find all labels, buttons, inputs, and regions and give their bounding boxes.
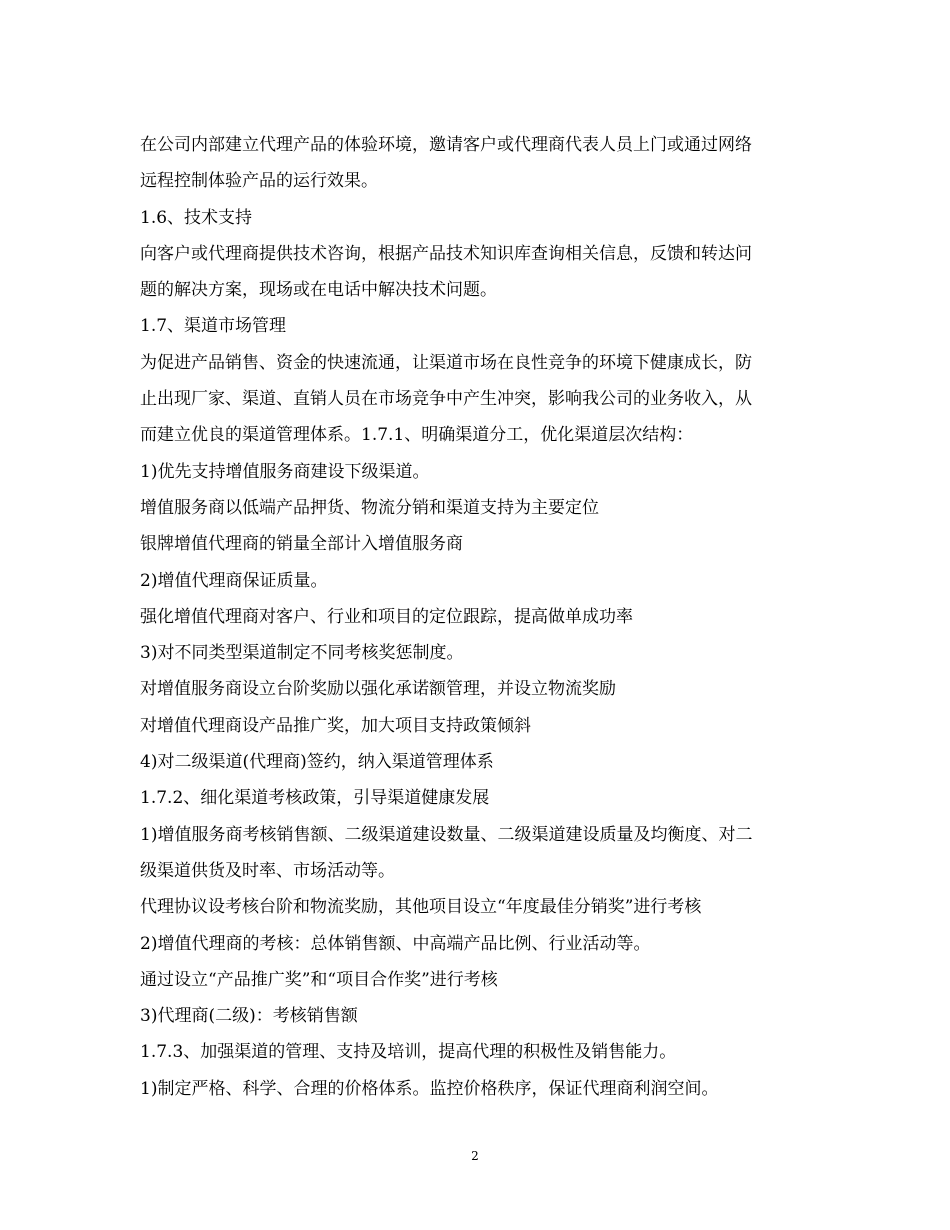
text-line: 代理协议设考核台阶和物流奖励，其他项目设立“年度最佳分销奖”进行考核	[140, 897, 702, 918]
list-item: 1)增值服务商考核销售额、二级渠道建设数量、二级渠道建设质量及均衡度、对二	[140, 824, 753, 845]
text-line: 止出现厂家、渠道、直销人员在市场竞争中产生冲突，影响我公司的业务收入，从	[140, 389, 752, 410]
list-item: 1)优先支持增值服务商建设下级渠道。	[140, 461, 430, 482]
list-item: 2)增值代理商的考核：总体销售额、中高端产品比例、行业活动等。	[140, 933, 651, 954]
section-heading: 1.7.2、细化渠道考核政策，引导渠道健康发展	[140, 788, 490, 809]
body-text	[140, 127, 820, 1107]
text-line: 对增值代理商设产品推广奖，加大项目支持政策倾斜	[140, 715, 531, 736]
list-item: 1)制定严格、科学、合理的价格体系。监控价格秩序，保证代理商利润空间。	[140, 1078, 719, 1099]
section-heading: 1.7、渠道市场管理	[140, 316, 287, 337]
text-line: 而建立优良的渠道管理体系。1.7.1、明确渠道分工，优化渠道层次结构：	[140, 425, 694, 446]
text-line: 向客户或代理商提供技术咨询，根据产品技术知识库查询相关信息，反馈和转达问	[140, 243, 752, 264]
text-line: 银牌增值代理商的销量全部计入增值服务商	[140, 534, 463, 555]
list-item: 2)增值代理商保证质量。	[140, 570, 328, 591]
text-line: 对增值服务商设立台阶奖励以强化承诺额管理，并设立物流奖励	[140, 679, 616, 700]
text-line: 为促进产品销售、资金的快速流通，让渠道市场在良性竞争的环境下健康成长，防	[140, 352, 752, 373]
text-line: 通过设立“产品推广奖”和“项目合作奖”进行考核	[140, 969, 498, 990]
list-item: 3)对不同类型渠道制定不同考核奖惩制度。	[140, 643, 464, 664]
list-item: 4)对二级渠道(代理商)签约，纳入渠道管理体系	[140, 752, 494, 773]
section-heading: 1.7.3、加强渠道的管理、支持及培训，提高代理的积极性及销售能力。	[140, 1042, 677, 1063]
text-line: 远程控制体验产品的运行效果。	[140, 171, 378, 192]
text-line: 在公司内部建立代理产品的体验环境，邀请客户或代理商代表人员上门或通过网络	[140, 135, 752, 155]
section-heading: 1.6、技术支持	[140, 207, 253, 228]
text-line: 强化增值代理商对客户、行业和项目的定位跟踪，提高做单成功率	[140, 606, 633, 627]
list-item: 3)代理商(二级)：考核销售额	[140, 1006, 358, 1027]
text-line: 级渠道供货及时率、市场活动等。	[140, 860, 395, 881]
page-number: 2	[471, 1149, 479, 1163]
text-line: 题的解决方案，现场或在电话中解决技术问题。	[140, 280, 497, 301]
text-line: 增值服务商以低端产品押货、物流分销和渠道支持为主要定位	[140, 497, 599, 518]
